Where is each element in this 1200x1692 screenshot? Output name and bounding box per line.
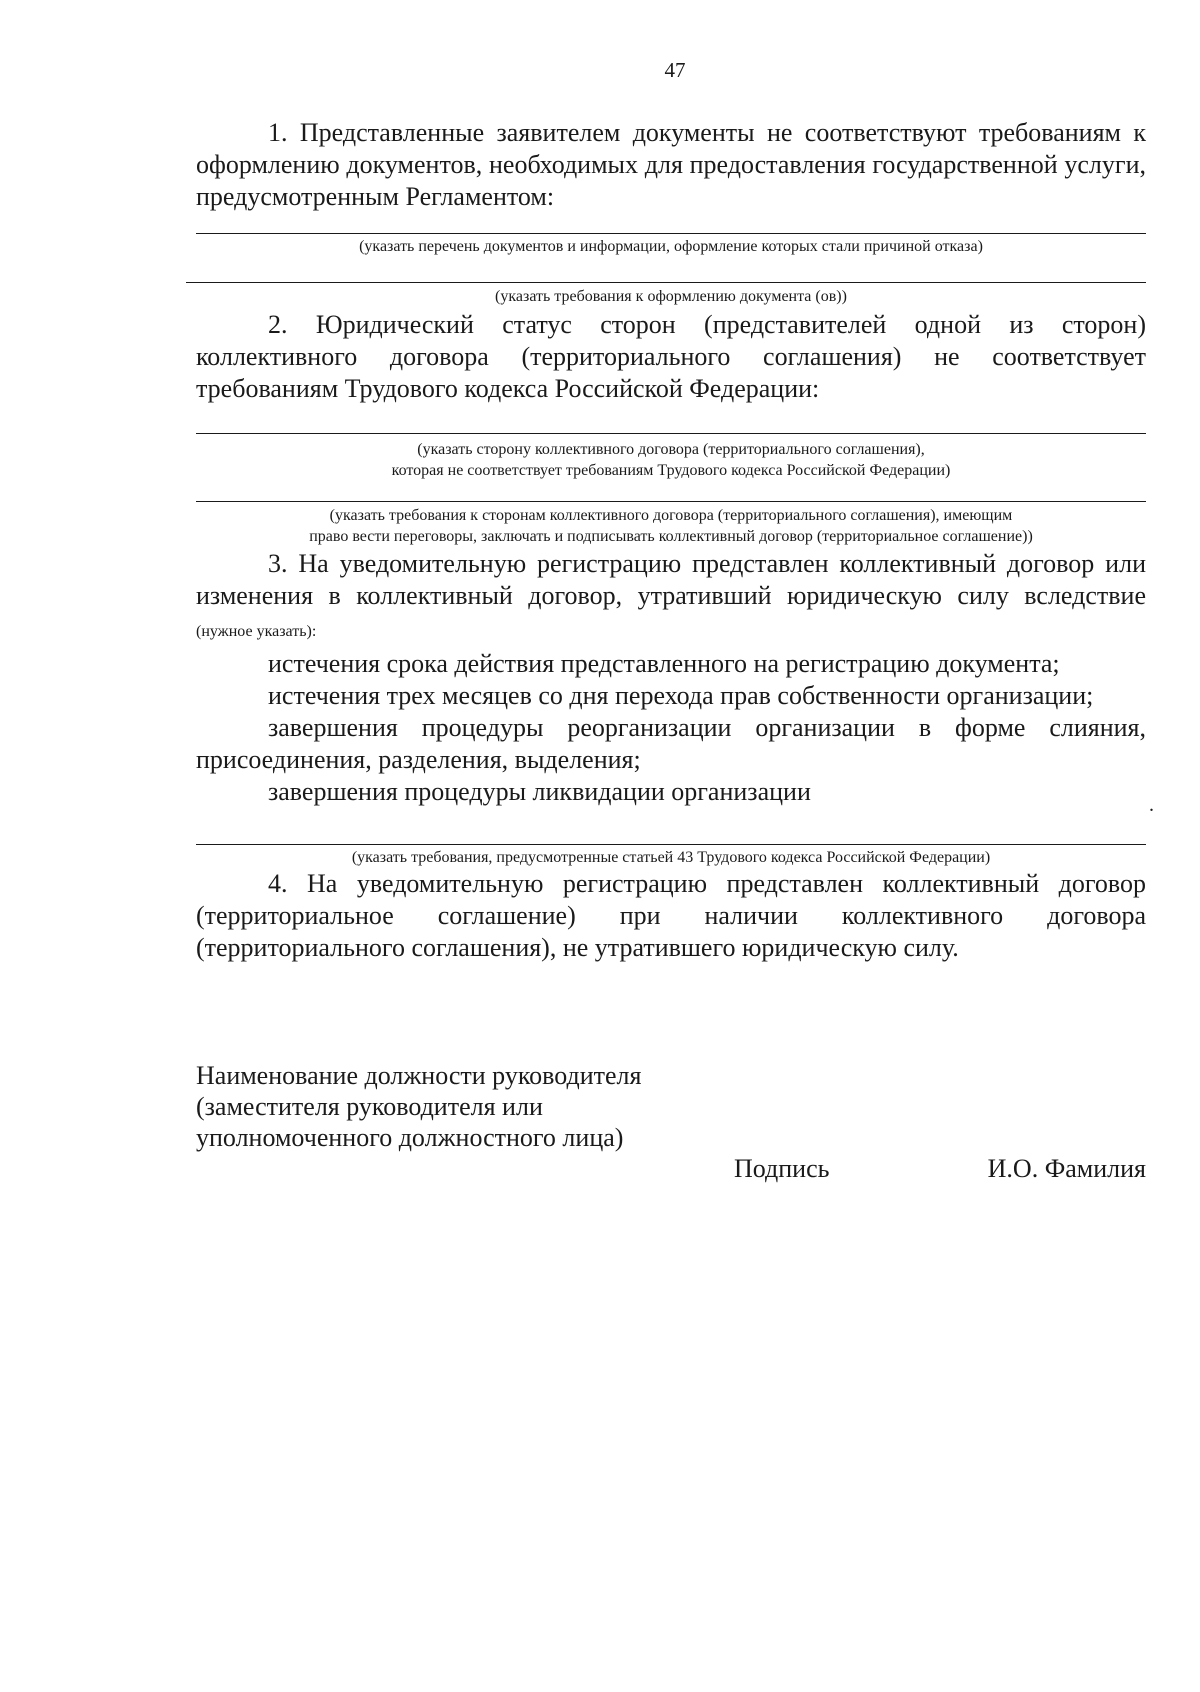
item-2-caption-2-line-1: (указать требования к сторонам коллективного договора (территориального соглашения), имеющим: [329, 507, 1013, 524]
item-3-main: 3. На уведомительную регистрацию представлен коллективный договор или изменения в коллективный договор, утративший юридическую силу вследствие: [196, 549, 1146, 610]
fill-line-4: [196, 481, 1146, 502]
item-4-text: 4. На уведомительную регистрацию представлен коллективный договор (территориальное соглашение) при наличии коллективного договора (территориального соглашения), не утратившего юридическую силу.: [196, 869, 1146, 962]
fill-line-end-mark: .: [1149, 794, 1154, 816]
official-position-label: Наименование должности руководителя (заместителя руководителя или уполномоченного должностного лица): [196, 1061, 642, 1152]
item-1-caption-1: (указать перечень документов и информации, оформление которых стали причиной отказа): [359, 238, 983, 255]
item-2-caption-1-line-2: которая не соответствует требованиям Трудового кодекса Российской Федерации): [391, 462, 951, 479]
item-2-caption-2-line-2: право вести переговоры, заключать и подписывать коллективный договор (территориальное соглашение)): [309, 528, 1033, 545]
page-number: 47: [664, 58, 686, 82]
option-liquidation: завершения процедуры ликвидации организации: [268, 777, 811, 806]
item-1-caption-2: (указать требования к оформлению документа (ов)): [495, 288, 847, 305]
signature-block: [196, 1060, 1146, 1200]
full-name-label: И.О. Фамилия: [987, 1154, 1146, 1183]
item-3-caption: (указать требования, предусмотренные статьей 43 Трудового кодекса Российской Федерации): [351, 849, 991, 866]
item-3-note: (нужное указать):: [196, 623, 317, 640]
option-expiry: истечения срока действия представленного на регистрацию документа;: [268, 649, 1060, 678]
option-reorganization: завершения процедуры реорганизации организации в форме слияния, присоединения, разделения, выделения;: [196, 713, 1146, 774]
item-1-text: 1. Представленные заявителем документы не соответствуют требованиям к оформлению документов, необходимых для предоставления государственной услуги, предусмотренным Регламентом:: [196, 118, 1146, 211]
option-ownership-transfer: истечения трех месяцев со дня перехода прав собственности организации;: [268, 681, 1094, 710]
fill-line-1: [196, 213, 1146, 234]
item-2-text: 2. Юридический статус сторон (представителей одной из сторон) коллективного договора (территориального соглашения) не соответствует требованиям Трудового кодекса Российской Федерации:: [196, 310, 1146, 403]
signature-label: Подпись: [734, 1154, 830, 1183]
document-body: [196, 117, 1154, 964]
fill-line-3: [196, 405, 1146, 434]
item-2-caption-1-line-1: (указать сторону коллективного договора (территориального соглашения),: [417, 441, 925, 458]
fill-line-5: [196, 794, 1154, 845]
item-3-text: [196, 548, 1146, 648]
fill-line-2: [186, 257, 1146, 283]
